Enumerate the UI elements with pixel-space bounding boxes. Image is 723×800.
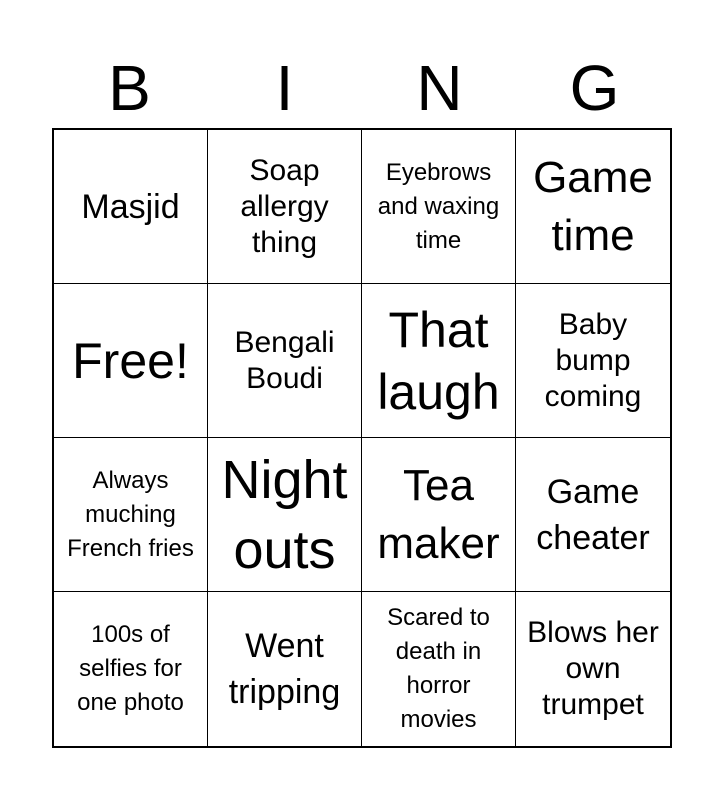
cell-label: Bengali Boudi [234, 325, 335, 395]
bingo-cell[interactable] [362, 284, 516, 438]
bingo-cell[interactable] [208, 592, 362, 746]
cell-label: Blows her own trumpet [527, 616, 659, 721]
cell-label: Tea maker [377, 460, 500, 568]
bingo-cell-free[interactable] [54, 284, 208, 438]
cell-label: Game cheater [536, 472, 650, 557]
cell-label: Baby bump coming [544, 307, 642, 413]
bingo-cell[interactable] [362, 592, 516, 746]
bingo-cell[interactable] [516, 592, 670, 746]
bingo-cell[interactable] [516, 130, 670, 284]
bingo-header [52, 52, 672, 124]
cell-label: Free! [72, 332, 189, 389]
bingo-cell[interactable] [54, 438, 208, 592]
cell-label: Night outs [221, 449, 348, 580]
header-letter-n: N [416, 52, 463, 124]
header-letter-g: G [569, 52, 620, 124]
cell-label: Eyebrows and waxing time [377, 158, 500, 254]
cell-label: Went tripping [228, 627, 341, 711]
bingo-cell[interactable] [362, 438, 516, 592]
bingo-cell[interactable] [208, 130, 362, 284]
cell-label: 100s of selfies for one photo [77, 621, 184, 716]
bingo-cell[interactable] [54, 592, 208, 746]
bingo-cell[interactable] [208, 438, 362, 592]
cell-label: Game time [533, 152, 653, 260]
bingo-grid [52, 128, 672, 748]
bingo-cell[interactable] [362, 130, 516, 284]
header-letter-i: I [275, 52, 294, 124]
cell-label: That laugh [377, 301, 500, 420]
cell-label: Masjid [81, 187, 180, 226]
bingo-cell[interactable] [208, 284, 362, 438]
bingo-cell[interactable] [54, 130, 208, 284]
cell-label: Soap allergy thing [240, 153, 329, 259]
header-letter-b: B [108, 52, 151, 124]
cell-label: Always muching French fries [67, 466, 194, 562]
cell-label: Scared to death in horror movies [387, 604, 490, 733]
bingo-cell[interactable] [516, 438, 670, 592]
bingo-cell[interactable] [516, 284, 670, 438]
